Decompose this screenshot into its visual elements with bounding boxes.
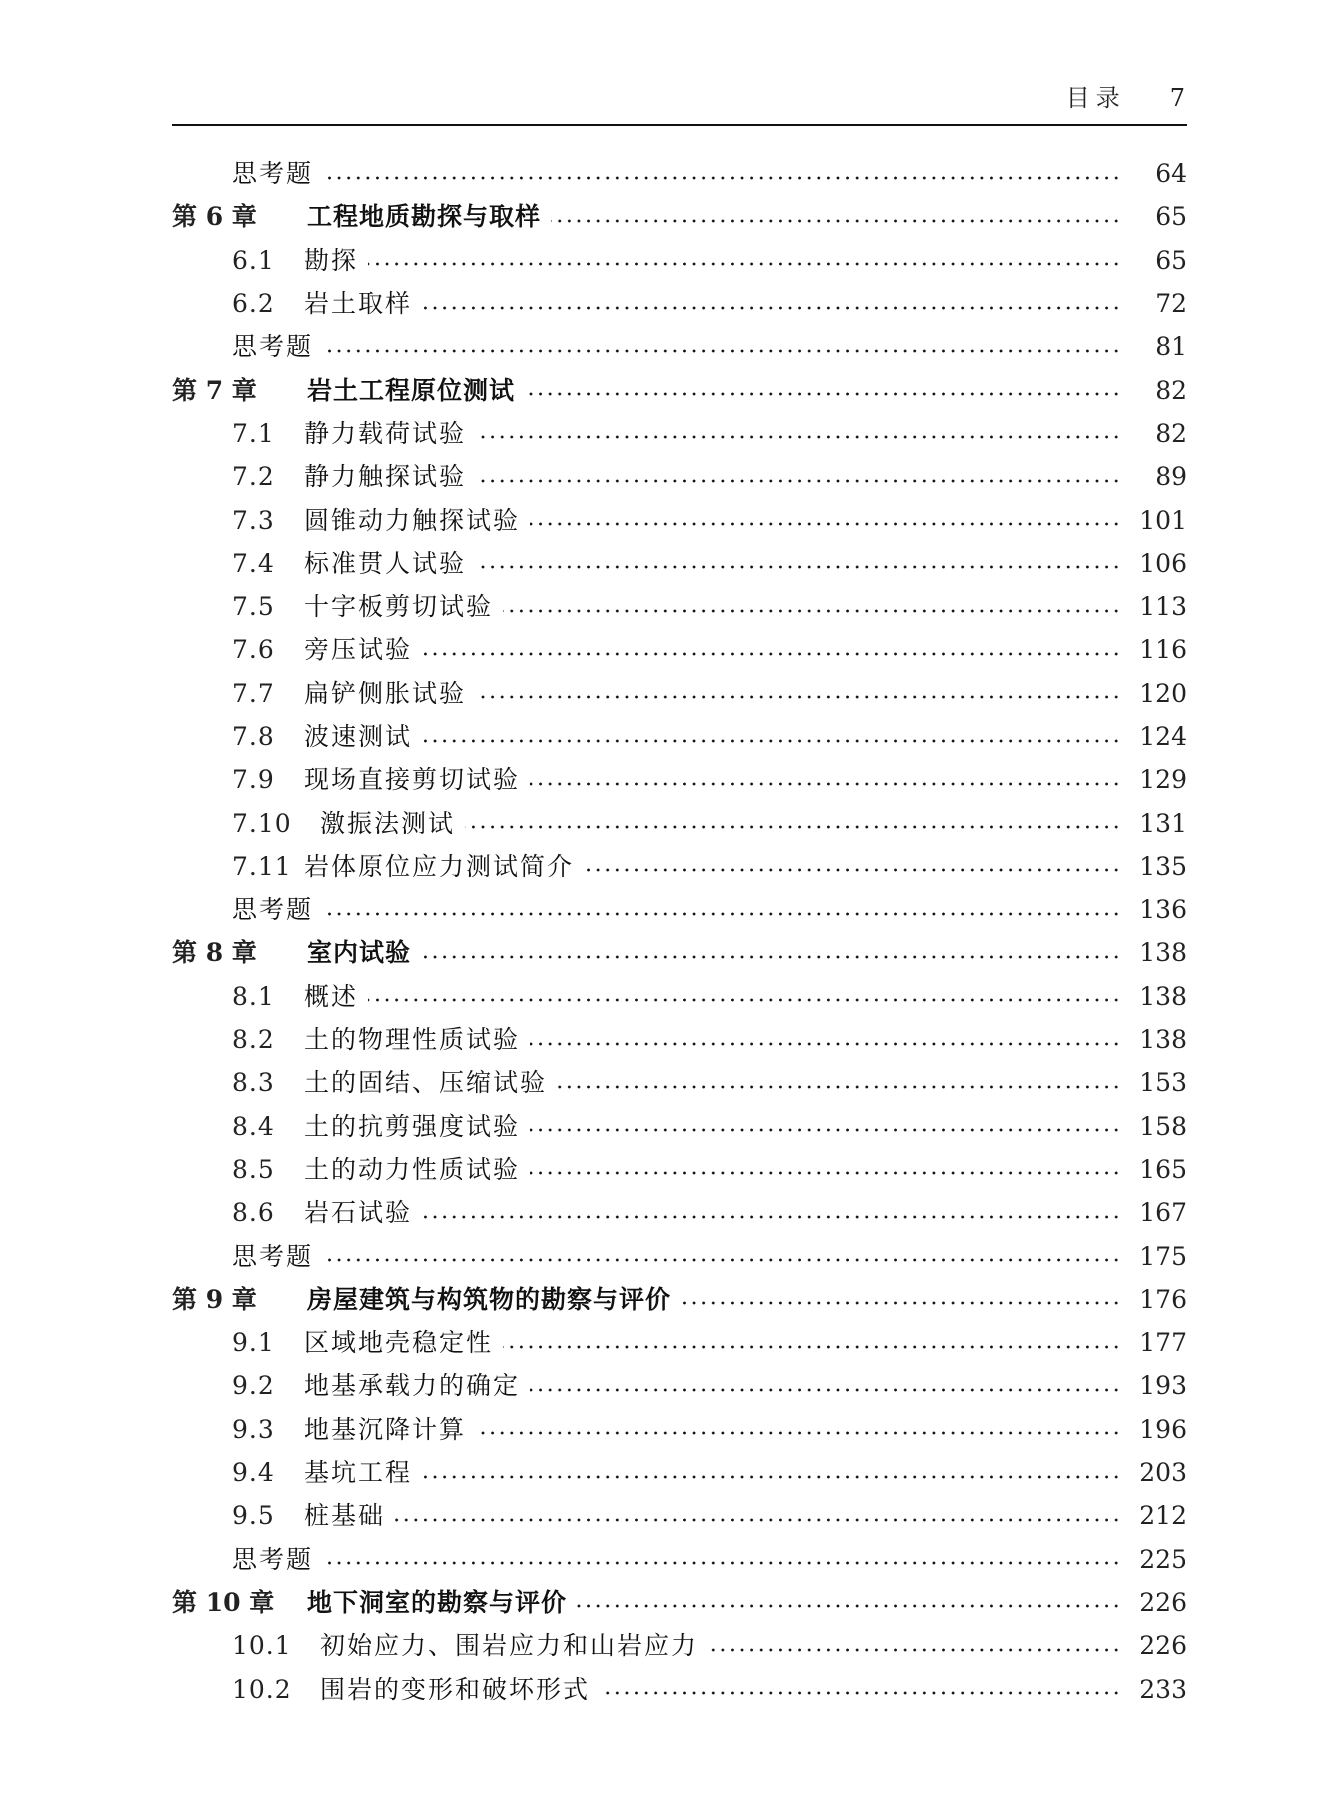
- toc-section-entry[interactable]: [172, 585, 1187, 628]
- toc-section-entry[interactable]: [172, 282, 1187, 325]
- section-title: 土的动力性质试验: [304, 1154, 521, 1184]
- section-title: 激振法测试: [320, 808, 456, 838]
- chapter-number: 第 10 章: [172, 1587, 275, 1617]
- section-title: 扁铲侧胀试验: [304, 678, 467, 708]
- section-number: 6.1: [232, 245, 275, 275]
- section-number: 9.1: [232, 1328, 275, 1358]
- page-number: 153: [1139, 1068, 1187, 1098]
- section-title: 初始应力、围岩应力和山岩应力: [320, 1631, 699, 1661]
- dot-leader: [530, 1128, 1121, 1132]
- dot-leader: [368, 262, 1121, 266]
- section-number: 7.5: [232, 592, 275, 622]
- dot-leader: [525, 392, 1121, 396]
- header-page-number: 7: [1169, 84, 1187, 112]
- header-title: 目录: [1065, 84, 1126, 112]
- section-number: 6.2: [232, 289, 275, 319]
- toc-section-entry[interactable]: [172, 888, 1187, 931]
- toc-chapter-entry[interactable]: [172, 1278, 1187, 1321]
- section-title: 思考题: [232, 332, 314, 362]
- page-number: 193: [1139, 1371, 1187, 1401]
- header-rule: [172, 124, 1187, 126]
- section-title: 现场直接剪切试验: [304, 765, 521, 795]
- page-number: 65: [1155, 202, 1187, 232]
- page-number: 196: [1139, 1414, 1187, 1444]
- dot-leader: [476, 435, 1121, 439]
- dot-leader: [708, 1648, 1121, 1652]
- section-title: 土的固结、压缩试验: [304, 1068, 548, 1098]
- toc-chapter-entry[interactable]: [172, 195, 1187, 238]
- page-number: 138: [1139, 1025, 1187, 1055]
- dot-leader: [323, 349, 1121, 353]
- section-title: 地基承载力的确定: [304, 1371, 521, 1401]
- chapter-title: 地下洞室的勘察与评价: [307, 1587, 568, 1617]
- dot-leader: [422, 306, 1121, 310]
- section-title: 波速测试: [304, 722, 413, 751]
- dot-leader: [368, 998, 1121, 1002]
- toc-section-entry[interactable]: [172, 801, 1187, 844]
- section-number: 9.5: [232, 1501, 275, 1531]
- page-number: 138: [1139, 981, 1187, 1011]
- section-title: 区域地壳稳定性: [304, 1328, 494, 1358]
- section-title: 围岩的变形和破坏形式: [320, 1674, 591, 1704]
- chapter-number: 第 6 章: [172, 202, 257, 232]
- dot-leader: [577, 1604, 1121, 1608]
- page-number: 226: [1139, 1587, 1187, 1617]
- page-number: 225: [1139, 1544, 1187, 1574]
- section-title: 土的抗剪强度试验: [304, 1111, 521, 1141]
- page-number: 203: [1139, 1458, 1187, 1488]
- page-number: 120: [1139, 678, 1187, 708]
- section-number: 8.4: [232, 1111, 275, 1141]
- page-number: 124: [1139, 722, 1187, 751]
- dot-leader: [600, 1691, 1121, 1695]
- chapter-title: 室内试验: [307, 938, 412, 968]
- section-title: 岩土取样: [304, 289, 413, 319]
- section-number: 10.2: [232, 1674, 292, 1704]
- section-title: 地基沉降计算: [304, 1414, 467, 1444]
- page-number: 131: [1139, 808, 1187, 838]
- section-title: 土的物理性质试验: [304, 1025, 521, 1055]
- section-title: 思考题: [232, 1241, 314, 1271]
- dot-leader: [530, 1171, 1121, 1175]
- page-number: 176: [1139, 1284, 1187, 1314]
- toc-chapter-entry[interactable]: [172, 368, 1187, 411]
- dot-leader: [551, 219, 1121, 223]
- section-number: 7.4: [232, 548, 275, 578]
- dot-leader: [584, 868, 1121, 872]
- page-number: 64: [1155, 159, 1187, 189]
- page-number: 113: [1139, 592, 1187, 622]
- page-number: 233: [1139, 1674, 1187, 1704]
- section-title: 思考题: [232, 1544, 314, 1574]
- page-number: 136: [1139, 895, 1187, 925]
- section-number: 7.1: [232, 418, 275, 448]
- section-number: 9.3: [232, 1414, 275, 1444]
- page-number: 116: [1139, 635, 1187, 665]
- section-number: 7.8: [232, 722, 275, 751]
- toc-section-entry[interactable]: [172, 1451, 1187, 1494]
- section-number: 9.2: [232, 1371, 275, 1401]
- chapter-number: 第 8 章: [172, 938, 257, 968]
- chapter-title: 岩土工程原位测试: [307, 375, 516, 405]
- section-title: 基坑工程: [304, 1458, 413, 1488]
- page-number: 138: [1139, 938, 1187, 968]
- section-title: 勘探: [304, 245, 359, 275]
- toc-section-entry[interactable]: [172, 412, 1187, 455]
- dot-leader: [421, 955, 1121, 959]
- page-number: 72: [1155, 289, 1187, 319]
- dot-leader: [530, 1388, 1121, 1392]
- toc-chapter-entry[interactable]: [172, 1581, 1187, 1624]
- page-number: 167: [1139, 1198, 1187, 1228]
- dot-leader: [323, 176, 1121, 180]
- dot-leader: [476, 695, 1121, 699]
- section-title: 概述: [304, 981, 359, 1011]
- toc-section-entry[interactable]: [172, 455, 1187, 498]
- dot-leader: [503, 609, 1121, 613]
- dot-leader: [476, 479, 1121, 483]
- toc-section-entry[interactable]: [172, 758, 1187, 801]
- page-number: 106: [1139, 548, 1187, 578]
- page-number: 81: [1155, 332, 1187, 362]
- dot-leader: [422, 1475, 1121, 1479]
- section-number: 10.1: [232, 1631, 292, 1661]
- toc-section-entry[interactable]: [172, 1624, 1187, 1667]
- section-number: 7.11: [232, 851, 292, 881]
- toc-section-entry[interactable]: [172, 845, 1187, 888]
- dot-leader: [557, 1085, 1121, 1089]
- section-title: 桩基础: [304, 1501, 386, 1531]
- toc-section-entry[interactable]: [172, 672, 1187, 715]
- dot-leader: [422, 739, 1121, 743]
- toc-section-entry[interactable]: [172, 1364, 1187, 1407]
- section-number: 7.6: [232, 635, 275, 665]
- page-number: 212: [1139, 1501, 1187, 1531]
- chapter-title: 房屋建筑与构筑物的勘察与评价: [307, 1284, 672, 1314]
- page-number: 158: [1139, 1111, 1187, 1141]
- page-number: 82: [1155, 418, 1187, 448]
- header-text: [1066, 78, 1187, 113]
- toc-section-entry[interactable]: [172, 1408, 1187, 1451]
- dot-leader: [323, 1258, 1121, 1262]
- toc-section-entry[interactable]: [172, 628, 1187, 671]
- section-title: 思考题: [232, 159, 314, 189]
- page-number: 165: [1139, 1154, 1187, 1184]
- section-number: 7.2: [232, 462, 275, 492]
- toc-section-entry[interactable]: [172, 1234, 1187, 1277]
- dot-leader: [530, 522, 1121, 526]
- dot-leader: [681, 1301, 1121, 1305]
- section-number: 7.10: [232, 808, 292, 838]
- section-number: 7.9: [232, 765, 275, 795]
- toc-section-entry[interactable]: [172, 1148, 1187, 1191]
- page-number: 82: [1155, 375, 1187, 405]
- dot-leader: [323, 1561, 1121, 1565]
- page-number: 135: [1139, 851, 1187, 881]
- section-title: 标准贯人试验: [304, 548, 467, 578]
- section-title: 静力触探试验: [304, 462, 467, 492]
- section-title: 岩石试验: [304, 1198, 413, 1228]
- section-number: 9.4: [232, 1458, 275, 1488]
- dot-leader: [476, 565, 1121, 569]
- toc-section-entry[interactable]: [172, 152, 1187, 195]
- dot-leader: [465, 825, 1121, 829]
- section-title: 岩体原位应力测试简介: [304, 851, 575, 881]
- chapter-number: 第 9 章: [172, 1284, 257, 1314]
- toc-section-entry[interactable]: [172, 1105, 1187, 1148]
- section-number: 7.7: [232, 678, 275, 708]
- section-number: 8.6: [232, 1198, 275, 1228]
- section-number: 7.3: [232, 505, 275, 535]
- toc-section-entry[interactable]: [172, 1191, 1187, 1234]
- dot-leader: [395, 1518, 1121, 1522]
- dot-leader: [530, 1042, 1121, 1046]
- dot-leader: [503, 1345, 1121, 1349]
- dot-leader: [422, 1215, 1121, 1219]
- toc-section-entry[interactable]: [172, 1538, 1187, 1581]
- page-number: 89: [1155, 462, 1187, 492]
- dot-leader: [530, 782, 1121, 786]
- toc-section-entry[interactable]: [172, 498, 1187, 541]
- dot-leader: [476, 1431, 1121, 1435]
- toc-section-entry[interactable]: [172, 325, 1187, 368]
- toc-section-entry[interactable]: [172, 975, 1187, 1018]
- toc-section-entry[interactable]: [172, 715, 1187, 758]
- section-number: 8.1: [232, 981, 275, 1011]
- page-number: 226: [1139, 1631, 1187, 1661]
- section-title: 十字板剪切试验: [304, 592, 494, 622]
- toc-chapter-entry[interactable]: [172, 931, 1187, 974]
- section-number: 8.5: [232, 1154, 275, 1184]
- dot-leader: [323, 912, 1121, 916]
- section-number: 8.3: [232, 1068, 275, 1098]
- toc-section-entry[interactable]: [172, 239, 1187, 282]
- section-title: 静力载荷试验: [304, 418, 467, 448]
- section-title: 思考题: [232, 895, 314, 925]
- toc-section-entry[interactable]: [172, 1061, 1187, 1104]
- chapter-number: 第 7 章: [172, 375, 257, 405]
- dot-leader: [422, 652, 1121, 656]
- table-of-contents: [172, 152, 1187, 1711]
- toc-section-entry[interactable]: [172, 1018, 1187, 1061]
- section-number: 8.2: [232, 1025, 275, 1055]
- section-title: 旁压试验: [304, 635, 413, 665]
- toc-section-entry[interactable]: [172, 1667, 1187, 1710]
- toc-section-entry[interactable]: [172, 1494, 1187, 1537]
- page-number: 65: [1155, 245, 1187, 275]
- chapter-title: 工程地质勘探与取样: [307, 202, 542, 232]
- page-number: 129: [1139, 765, 1187, 795]
- running-header: [172, 78, 1187, 124]
- page-number: 175: [1139, 1241, 1187, 1271]
- page-number: 177: [1139, 1328, 1187, 1358]
- page-number: 101: [1139, 505, 1187, 535]
- section-title: 圆锥动力触探试验: [304, 505, 521, 535]
- toc-section-entry[interactable]: [172, 542, 1187, 585]
- toc-section-entry[interactable]: [172, 1321, 1187, 1364]
